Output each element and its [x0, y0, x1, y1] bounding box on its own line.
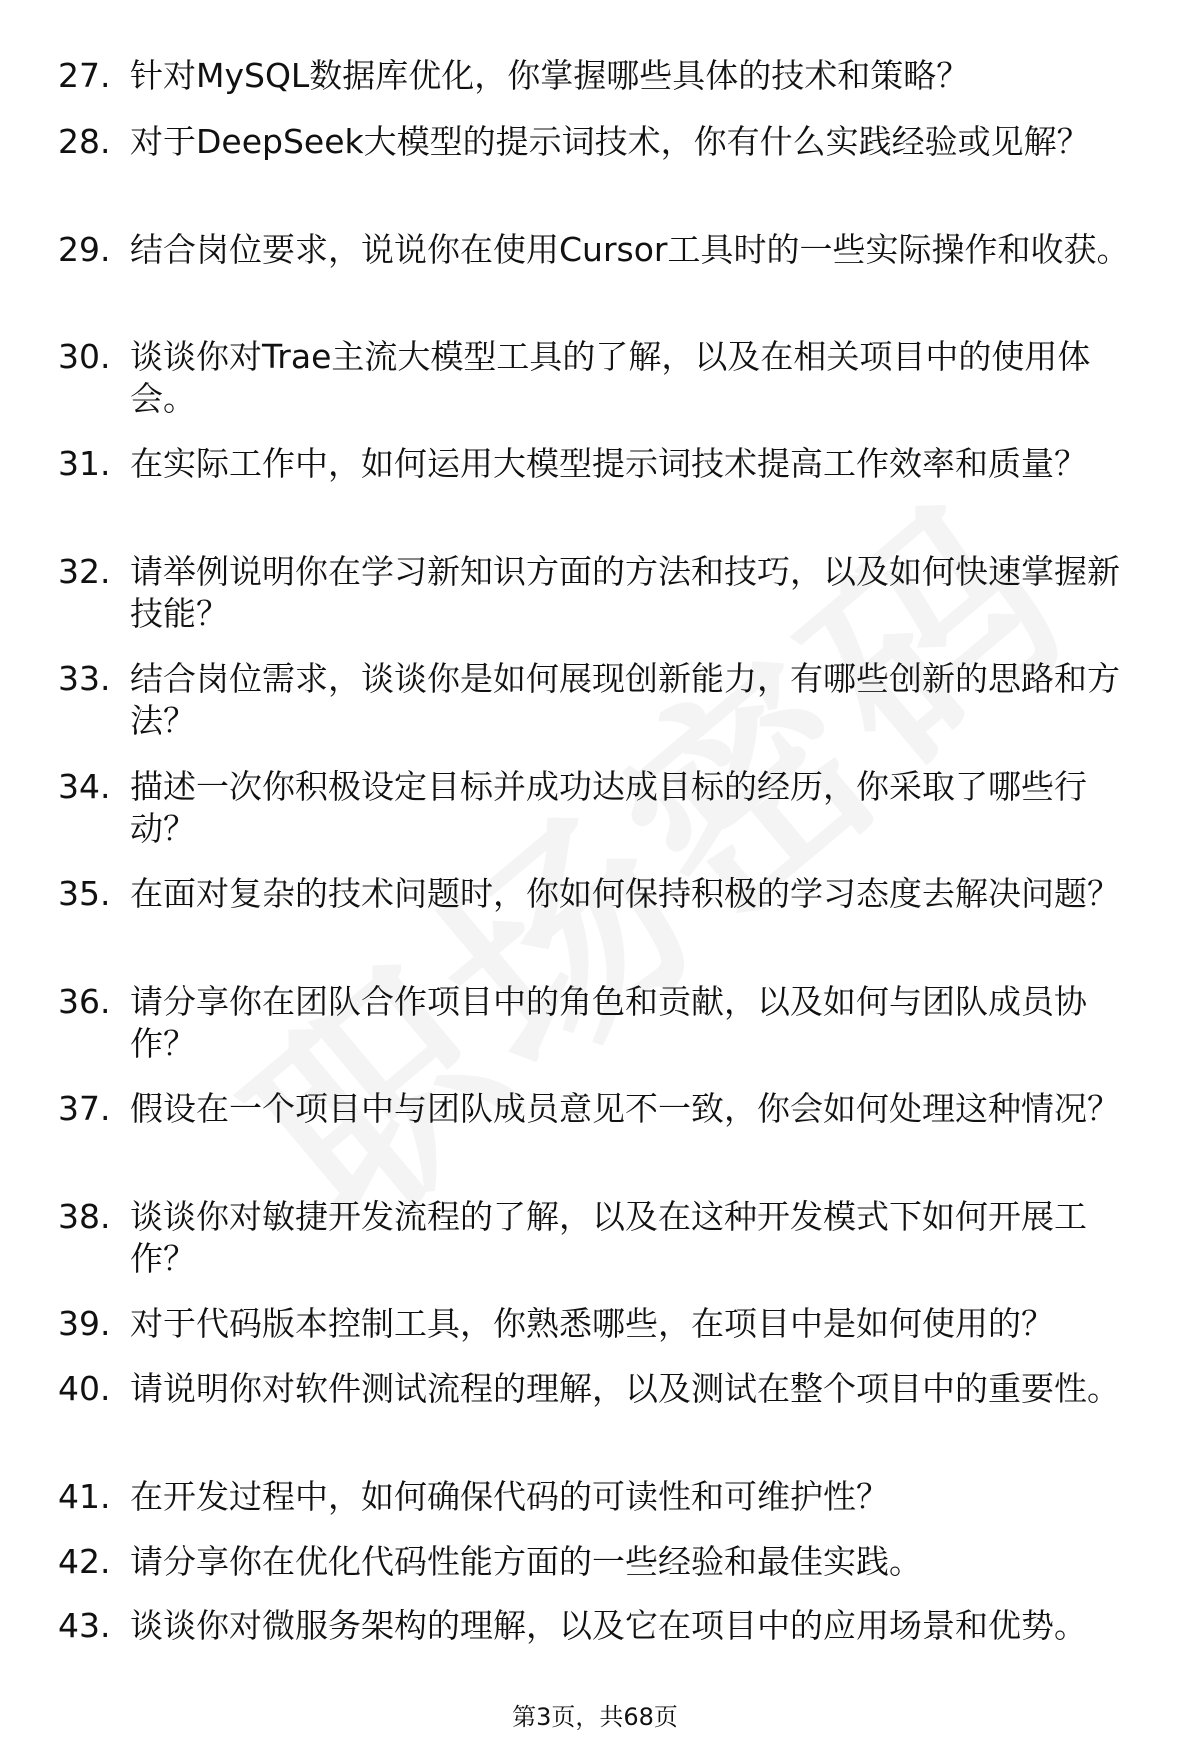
question-text: 谈谈你对微服务架构的理解，以及它在项目中的应用场景和优势。: [130, 1606, 1087, 1645]
question-text: 谈谈你对Trae主流大模型工具的了解，以及在相关项目中的使用体会。: [130, 337, 1091, 418]
question-text: 请说明你对软件测试流程的理解，以及测试在整个项目中的重要性。: [130, 1369, 1120, 1408]
question-text: 针对MySQL数据库优化，你掌握哪些具体的技术和策略？: [130, 56, 970, 95]
question-text: 谈谈你对敏捷开发流程的了解，以及在这种开发模式下如何开展工作？: [130, 1197, 1087, 1278]
question-text: 结合岗位需求，谈谈你是如何展现创新能力，有哪些创新的思路和方法？: [130, 659, 1120, 740]
question-number: 33.: [58, 659, 111, 698]
question-number: 31.: [58, 444, 111, 483]
question-text: 请分享你在优化代码性能方面的一些经验和最佳实践。: [130, 1542, 922, 1581]
question-text: 在面对复杂的技术问题时，你如何保持积极的学习态度去解决问题？: [130, 874, 1120, 913]
question-number: 32.: [58, 552, 111, 591]
question-text: 描述一次你积极设定目标并成功达成目标的经历，你采取了哪些行动？: [130, 767, 1087, 848]
question-number: 43.: [58, 1606, 111, 1645]
page-number-label: 第3页，共68页: [512, 1703, 678, 1731]
question-number: 40.: [58, 1369, 111, 1408]
question-text: 假设在一个项目中与团队成员意见不一致，你会如何处理这种情况？: [130, 1089, 1120, 1128]
question-number: 35.: [58, 874, 111, 913]
question-number: 42.: [58, 1542, 111, 1581]
question-text: 请分享你在团队合作项目中的角色和贡献，以及如何与团队成员协作？: [130, 982, 1087, 1063]
question-number: 41.: [58, 1477, 111, 1516]
question-number: 36.: [58, 982, 111, 1021]
question-number: 34.: [58, 767, 111, 806]
question-number: 30.: [58, 337, 111, 376]
question-text: 在实际工作中，如何运用大模型提示词技术提高工作效率和质量？: [130, 444, 1087, 483]
question-number: 29.: [58, 230, 111, 269]
question-text: 在开发过程中，如何确保代码的可读性和可维护性？: [130, 1477, 889, 1516]
question-number: 37.: [58, 1089, 111, 1128]
question-number: 27.: [58, 56, 111, 95]
question-number: 38.: [58, 1197, 111, 1236]
question-text: 请举例说明你在学习新知识方面的方法和技巧，以及如何快速掌握新技能？: [130, 552, 1120, 633]
question-text: 对于DeepSeek大模型的提示词技术，你有什么实践经验或见解？: [130, 122, 1090, 161]
question-number: 28.: [58, 122, 111, 161]
page-footer: [0, 1702, 1190, 1732]
question-text: 对于代码版本控制工具，你熟悉哪些，在项目中是如何使用的？: [130, 1304, 1054, 1343]
question-number: 39.: [58, 1304, 111, 1343]
question-text: 结合岗位要求，说说你在使用Cursor工具时的一些实际操作和收获。: [130, 230, 1130, 269]
